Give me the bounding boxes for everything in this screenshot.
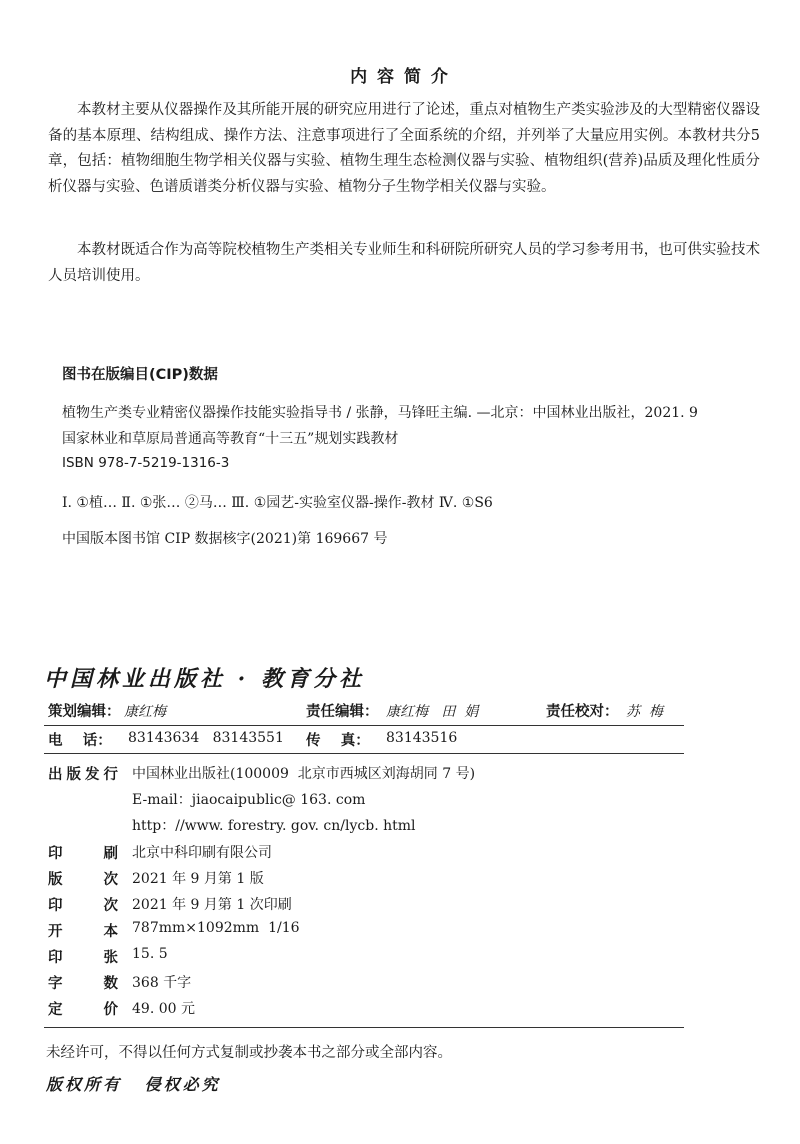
planning-editor-label: 策划编辑： xyxy=(48,704,121,720)
copyright-notice: 未经许可，不得以任何方式复制或抄袭本书之部分或全部内容。 xyxy=(46,1045,452,1061)
spec-row xyxy=(48,894,688,918)
cip-record-number-line: 中国版本图书馆 CIP 数据核字(2021)第 169667 号 xyxy=(62,531,388,547)
spec-label-char: 印 xyxy=(48,846,63,862)
spec-value: E-mail：jiaocaipublic@ 163. com xyxy=(132,792,366,808)
proofreader-label: 责任校对： xyxy=(546,704,619,720)
spec-label xyxy=(48,972,118,993)
spec-value: 368 千字 xyxy=(132,975,192,991)
spec-label-char: 本 xyxy=(103,924,118,940)
spec-row xyxy=(48,868,688,892)
summary-paragraph-2: 本教材既适合作为高等院校植物生产类相关专业师生和科研院所研究人员的学习参考用书，也可供实验技术人员培训使用。 xyxy=(48,242,760,284)
phone-label: 电 话： xyxy=(48,733,112,749)
spec-row xyxy=(48,842,688,866)
spec-label xyxy=(48,920,118,941)
spec-label-char: 版 xyxy=(48,872,63,888)
spec-label xyxy=(48,842,118,863)
cip-heading: 图书在版编目(CIP)数据 xyxy=(62,367,218,383)
fax-label: 传 真： xyxy=(306,733,370,749)
responsible-editor: 康红梅 田 娟 xyxy=(386,704,479,720)
spec-value: 2021 年 9 月第 1 版 xyxy=(132,871,264,887)
spec-value: 787mm×1092mm 1/16 xyxy=(132,920,300,936)
spec-row xyxy=(48,763,688,787)
spec-label-char: 刷 xyxy=(103,846,118,862)
publisher-name: 中国林业出版社 · 教育分社 xyxy=(44,666,365,692)
spec-label-char: 价 xyxy=(103,1002,118,1018)
spec-row xyxy=(48,998,688,1022)
spec-value: 2021 年 9 月第 1 次印刷 xyxy=(132,897,292,913)
spec-label-char: 次 xyxy=(103,872,118,888)
spec-label-char: 出 xyxy=(48,767,63,783)
spec-label-char: 字 xyxy=(48,976,63,992)
cip-isbn-line: ISBN 978-7-5219-1316-3 xyxy=(62,455,230,471)
phone-numbers: 83143634 83143551 xyxy=(128,730,284,746)
spec-label-char: 行 xyxy=(103,767,118,783)
divider-line xyxy=(44,1027,684,1028)
spec-label-char: 次 xyxy=(103,898,118,914)
spec-label-char: 印 xyxy=(48,950,63,966)
spec-label-char: 数 xyxy=(103,976,118,992)
spec-row xyxy=(48,972,688,996)
spec-label-char: 开 xyxy=(48,924,63,940)
spec-label xyxy=(48,894,118,915)
spec-value: 49. 00 元 xyxy=(132,1001,195,1017)
divider-line xyxy=(44,753,684,754)
cip-title-line: 植物生产类专业精密仪器操作技能实验指导书 / 张静，马锋旺主编. —北京：中国林业出版社，2021. 9 xyxy=(62,405,698,421)
spec-label-char: 张 xyxy=(103,950,118,966)
spec-label xyxy=(48,998,118,1019)
spec-value: http：//www. forestry. gov. cn/lycb. html xyxy=(132,818,416,834)
cip-series-line: 国家林业和草原局普通高等教育“十三五”规划实践教材 xyxy=(62,431,399,447)
spec-row xyxy=(48,815,688,839)
spec-value: 中国林业出版社(100009 北京市西城区刘海胡同 7 号) xyxy=(132,766,476,782)
divider-line xyxy=(44,725,684,726)
spec-row xyxy=(48,789,688,813)
spec-label-char: 印 xyxy=(48,898,63,914)
rights-reserved: 版权所有 侵权必究 xyxy=(46,1075,221,1094)
spec-label xyxy=(48,763,118,784)
spec-label xyxy=(48,946,118,967)
spec-label-char: 版 xyxy=(66,767,81,783)
spec-row xyxy=(48,946,688,970)
spec-label-char: 发 xyxy=(85,767,100,783)
planning-editor: 康红梅 xyxy=(124,704,166,720)
spec-label-char: 定 xyxy=(48,1002,63,1018)
fax-number: 83143516 xyxy=(386,730,458,746)
responsible-editor-label: 责任编辑： xyxy=(306,704,379,720)
summary-paragraph-1: 本教材主要从仪器操作及其所能开展的研究应用进行了论述，重点对植物生产类实验涉及的大型精密仪器设备的基本原理、结构组成、操作方法、注意事项进行了全面系统的介绍，并列举了大量应用实例。本教材共分5章，包括：植物细胞生物学相关仪器与实验、植物生理生态检测仪器与实验、植物组织(营养)品质及理化性质分析仪器与实验、色谱质谱类分析仪器与实验、植物分子生物学相关仪器与实验。 xyxy=(48,102,760,195)
proofreader: 苏 梅 xyxy=(626,704,663,720)
spec-value: 北京中科印刷有限公司 xyxy=(132,845,272,861)
spec-label xyxy=(48,868,118,889)
spec-row xyxy=(48,920,688,944)
spec-value: 15. 5 xyxy=(132,946,168,962)
summary-title: 内 容 简 介 xyxy=(350,67,450,87)
cip-classification-line: Ⅰ. ①植… Ⅱ. ①张… ②马… Ⅲ. ①园艺-实验室仪器-操作-教材 Ⅳ. ①S6 xyxy=(62,495,493,511)
